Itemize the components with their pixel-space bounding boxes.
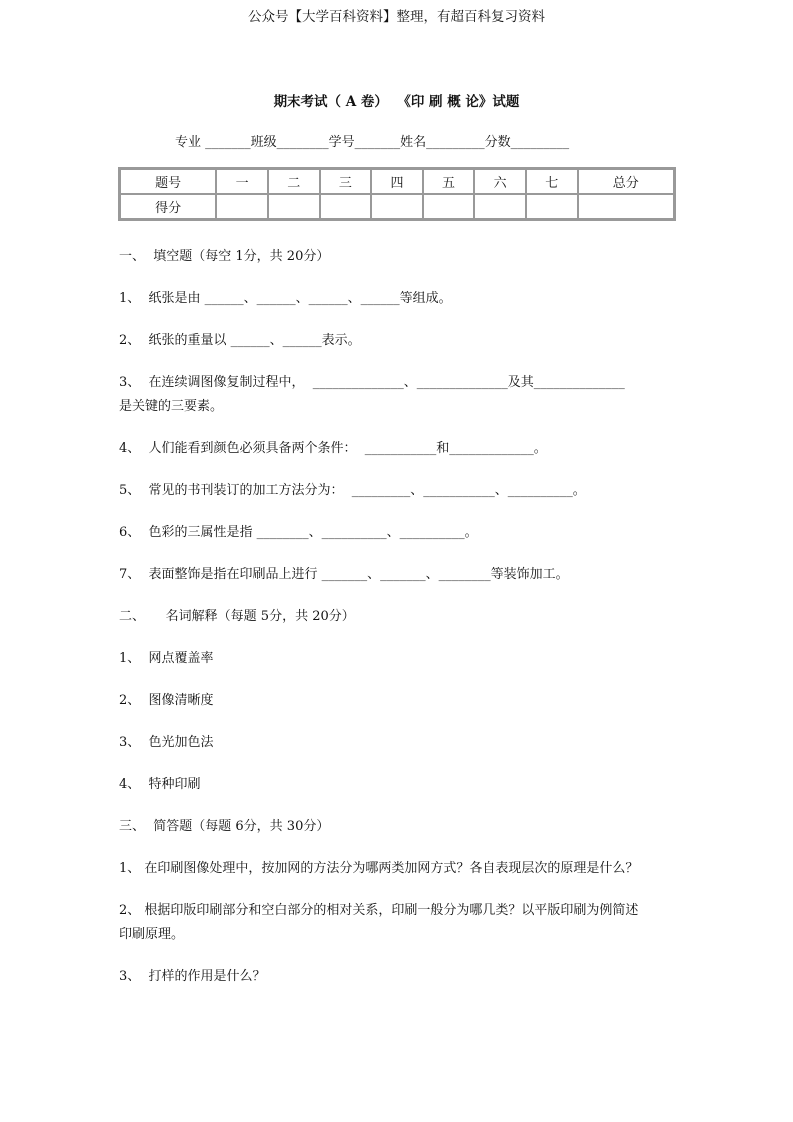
- exam-line: 3、 色光加色法: [119, 735, 214, 750]
- cell: [371, 194, 423, 219]
- exam-line: 6、 色彩的三属性是指 ________、__________、__________。: [119, 525, 478, 540]
- cell: 三: [320, 169, 372, 194]
- exam-line: 三、 简答题（每题 6分，共 30分）: [119, 819, 330, 834]
- exam-line: 一、 填空题（每空 1分，共 20分）: [119, 249, 330, 264]
- page-header: 公众号【大学百科资料】整理，有超百科复习资料: [248, 9, 545, 25]
- exam-line: 3、 在连续调图像复制过程中， ______________、______________及其______________: [119, 375, 625, 390]
- exam-title: 期末考试（ A 卷） 《印 刷 概 论》试题: [273, 94, 520, 110]
- cell: [268, 194, 320, 219]
- exam-line: 印刷原理。: [119, 927, 185, 942]
- cell: 二: [268, 169, 320, 194]
- student-info-line: 专业 _______班级________学号_______姓名_________分数_________: [175, 135, 570, 150]
- cell: 四: [371, 169, 423, 194]
- exam-line: 7、 表面整饰是指在印刷品上进行 _______、_______、________等装饰加工。: [119, 567, 569, 582]
- exam-line: 2、 根据印版印刷部分和空白部分的相对关系，印刷一般分为哪几类？以平版印刷为例简述: [119, 903, 639, 918]
- exam-line: 1、 网点覆盖率: [119, 651, 214, 666]
- exam-line: 1、 纸张是由 ______、______、______、______等组成。: [119, 291, 452, 306]
- cell: 六: [474, 169, 526, 194]
- cell: 题号: [120, 169, 216, 194]
- cell: [216, 194, 268, 219]
- exam-line: 4、 人们能看到颜色必须具备两个条件： ___________和_____________。: [119, 441, 547, 456]
- exam-line: 2、 图像清晰度: [119, 693, 214, 708]
- exam-line: 1、 在印刷图像处理中，按加网的方法分为哪两类加网方式？各自表现层次的原理是什么？: [119, 861, 639, 876]
- score-table: [118, 167, 676, 221]
- cell: [578, 194, 674, 219]
- exam-line: 是关键的三要素。: [119, 399, 224, 414]
- cell: 七: [526, 169, 578, 194]
- exam-line: 二、 名词解释（每题 5分，共 20分）: [119, 609, 355, 624]
- score-table-header-row: [120, 169, 674, 194]
- exam-line: 4、 特种印刷: [119, 777, 201, 792]
- exam-line: 5、 常见的书刊装订的加工方法分为： _________、___________、__________。: [119, 483, 586, 498]
- cell: 一: [216, 169, 268, 194]
- cell: [320, 194, 372, 219]
- cell: 五: [423, 169, 475, 194]
- exam-line: 2、 纸张的重量以 ______、______表示。: [119, 333, 361, 348]
- score-table-score-row: [120, 194, 674, 219]
- cell: [474, 194, 526, 219]
- cell: 总分: [578, 169, 674, 194]
- cell: [526, 194, 578, 219]
- cell: [423, 194, 475, 219]
- exam-line: 3、 打样的作用是什么？: [119, 969, 266, 984]
- cell: 得分: [120, 194, 216, 219]
